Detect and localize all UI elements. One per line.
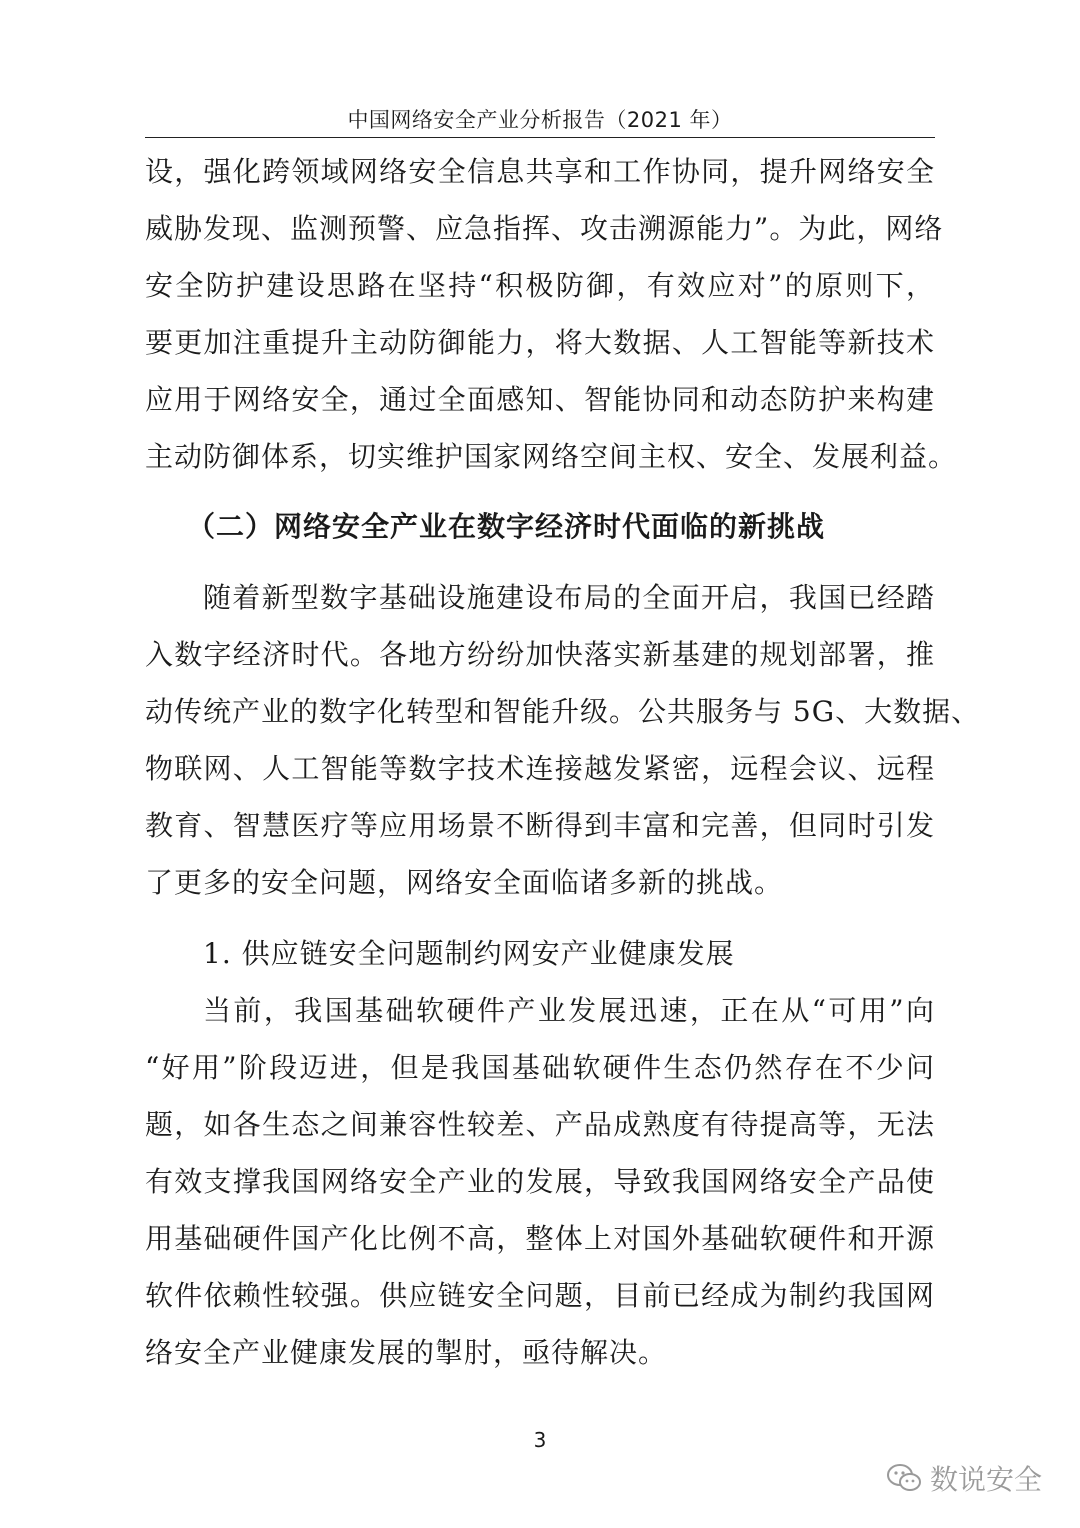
header-rule bbox=[145, 137, 935, 138]
watermark bbox=[886, 1458, 1042, 1498]
section-heading: （二）网络安全产业在数字经济时代面临的新挑战 bbox=[187, 510, 826, 543]
wechat-icon bbox=[886, 1463, 922, 1493]
text-line: 动传统产业的数字化转型和智能升级。公共服务与 5G、大数据、 bbox=[145, 695, 981, 728]
running-header: 中国网络安全产业分析报告（2021 年） bbox=[347, 108, 733, 132]
text-line: 主动防御体系，切实维护国家网络空间主权、安全、发展利益。 bbox=[145, 440, 958, 473]
text-line: 题，如各生态之间兼容性较差、产品成熟度有待提高等，无法 bbox=[145, 1108, 935, 1141]
text-line: 应用于网络安全，通过全面感知、智能协同和动态防护来构建 bbox=[145, 383, 935, 416]
text-line: 了更多的安全问题，网络安全面临诸多新的挑战。 bbox=[145, 866, 784, 899]
text-line: 入数字经济时代。各地方纷纷加快落实新基建的规划部署，推 bbox=[145, 638, 935, 671]
page-number: 3 bbox=[533, 1428, 547, 1452]
paragraph-1 bbox=[145, 143, 958, 485]
text-line: 软件依赖性较强。供应链安全问题，目前已经成为制约我国网 bbox=[145, 1279, 935, 1312]
text-line: 随着新型数字基础设施建设布局的全面开启，我国已经踏 bbox=[203, 581, 935, 614]
text-line: 有效支撑我国网络安全产业的发展，导致我国网络安全产品使 bbox=[145, 1165, 935, 1198]
text-line: “好用”阶段迈进，但是我国基础软硬件生态仍然存在不少问 bbox=[145, 1051, 935, 1084]
paragraph-3 bbox=[145, 982, 935, 1381]
paragraph-2 bbox=[145, 569, 981, 911]
sub-heading: 1. 供应链安全问题制约网安产业健康发展 bbox=[203, 937, 735, 970]
text-line: 教育、智慧医疗等应用场景不断得到丰富和完善，但同时引发 bbox=[145, 809, 935, 842]
text-line: 当前，我国基础软硬件产业发展迅速，正在从“可用”向 bbox=[203, 994, 935, 1027]
text-line: 设，强化跨领域网络安全信息共享和工作协同，提升网络安全 bbox=[145, 155, 935, 188]
text-line: 安全防护建设思路在坚持“积极防御，有效应对”的原则下， bbox=[145, 269, 935, 302]
text-line: 要更加注重提升主动防御能力，将大数据、人工智能等新技术 bbox=[145, 326, 935, 359]
text-line: 络安全产业健康发展的掣肘，亟待解决。 bbox=[145, 1336, 668, 1369]
watermark-text: 数说安全 bbox=[929, 1463, 1042, 1496]
text-line: 用基础硬件国产化比例不高，整体上对国外基础软硬件和开源 bbox=[145, 1222, 935, 1255]
text-line: 物联网、人工智能等数字技术连接越发紧密，远程会议、远程 bbox=[145, 752, 935, 785]
text-line: 威胁发现、监测预警、应急指挥、攻击溯源能力”。为此，网络 bbox=[145, 212, 944, 245]
